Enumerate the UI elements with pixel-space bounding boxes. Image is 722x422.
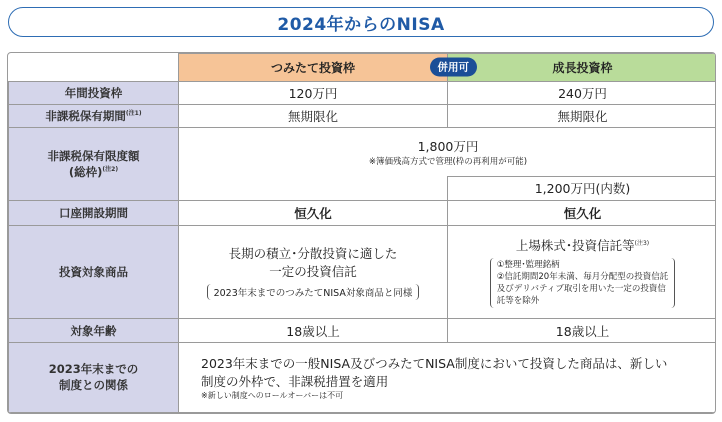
header-corner	[9, 54, 179, 82]
column-header-seicho: 成長投資枠	[448, 54, 717, 82]
products-seicho-title: 上場株式･投資信託等	[515, 238, 635, 254]
limit-total-cell	[179, 128, 717, 177]
row-label-limit	[9, 128, 179, 200]
relation-note: ※新しい制度へのロールオーバーは不可	[201, 390, 344, 400]
account-seicho: 恒久化	[448, 200, 717, 225]
row-label-period	[9, 104, 179, 127]
relation-cell	[179, 342, 717, 412]
row-label-products: 投資対象商品	[9, 226, 179, 319]
row-label-limit-line2: (総枠)	[68, 164, 103, 179]
products-tsumitate-line1: 長期の積立･分散投資に適した	[228, 246, 398, 262]
relation-text-line1: 2023年末までの一般NISA及びつみたてNISA制度において投資した商品は、新しい	[201, 355, 668, 371]
limit-total-note: ※簿価残高方式で管理(枠の再利用が可能)	[368, 157, 528, 168]
limit-total: 1,800万円	[417, 139, 479, 155]
row-label-relation	[9, 342, 179, 412]
annual-tsumitate: 120万円	[179, 81, 448, 104]
row-label-annual: 年間投資枠	[9, 81, 179, 104]
note-mark-2: (注2)	[102, 166, 119, 174]
row-label-limit-line1: 非課税保有限度額	[47, 148, 140, 163]
exclusion-item-1: ①整理･監理銘柄	[496, 260, 560, 271]
column-header-tsumitate	[179, 54, 469, 82]
period-tsumitate: 無期限化	[179, 104, 448, 127]
products-seicho	[448, 226, 717, 319]
products-seicho-exclusions	[490, 258, 675, 308]
limit-tsumitate-empty	[179, 177, 448, 200]
exclusion-item-2-cont: 及びデリバティブ取引を用いた一定の投資信	[496, 284, 666, 295]
products-tsumitate-line2: 一定の投資信託	[269, 264, 357, 280]
products-tsumitate-note: 2023年末までのつみたてNISA対象商品と同様	[207, 284, 420, 300]
relation-text-line2: 制度の外枠で、非課税措置を適用	[201, 373, 389, 389]
exclusion-item-2: ②信託期間20年未満、毎月分配型の投資信託	[496, 272, 669, 283]
account-tsumitate: 恒久化	[179, 200, 448, 225]
period-seicho: 無期限化	[448, 104, 717, 127]
note-mark-1: (注1)	[125, 110, 142, 118]
age-tsumitate: 18歳以上	[179, 319, 448, 342]
row-label-relation-line2: 制度との関係	[59, 378, 128, 393]
row-label-period-text: 非課税保有期間	[45, 109, 126, 124]
nisa-comparison-table	[7, 52, 716, 414]
note-mark-3: (注3)	[634, 240, 650, 248]
limit-seicho: 1,200万円(内数)	[448, 177, 717, 200]
row-label-relation-line1: 2023年末までの	[48, 362, 139, 377]
products-tsumitate	[179, 226, 448, 319]
age-seicho: 18歳以上	[448, 319, 717, 342]
annual-seicho: 240万円	[448, 81, 717, 104]
column-header-tsumitate-label: つみたて投資枠	[270, 60, 355, 75]
combined-use-badge: 併用可	[430, 58, 478, 77]
row-label-account: 口座開設期間	[9, 200, 179, 225]
exclusion-item-2-end: 託等を除外	[496, 296, 540, 307]
row-label-age: 対象年齢	[9, 319, 179, 342]
page-title: 2024年からのNISA	[8, 7, 714, 37]
